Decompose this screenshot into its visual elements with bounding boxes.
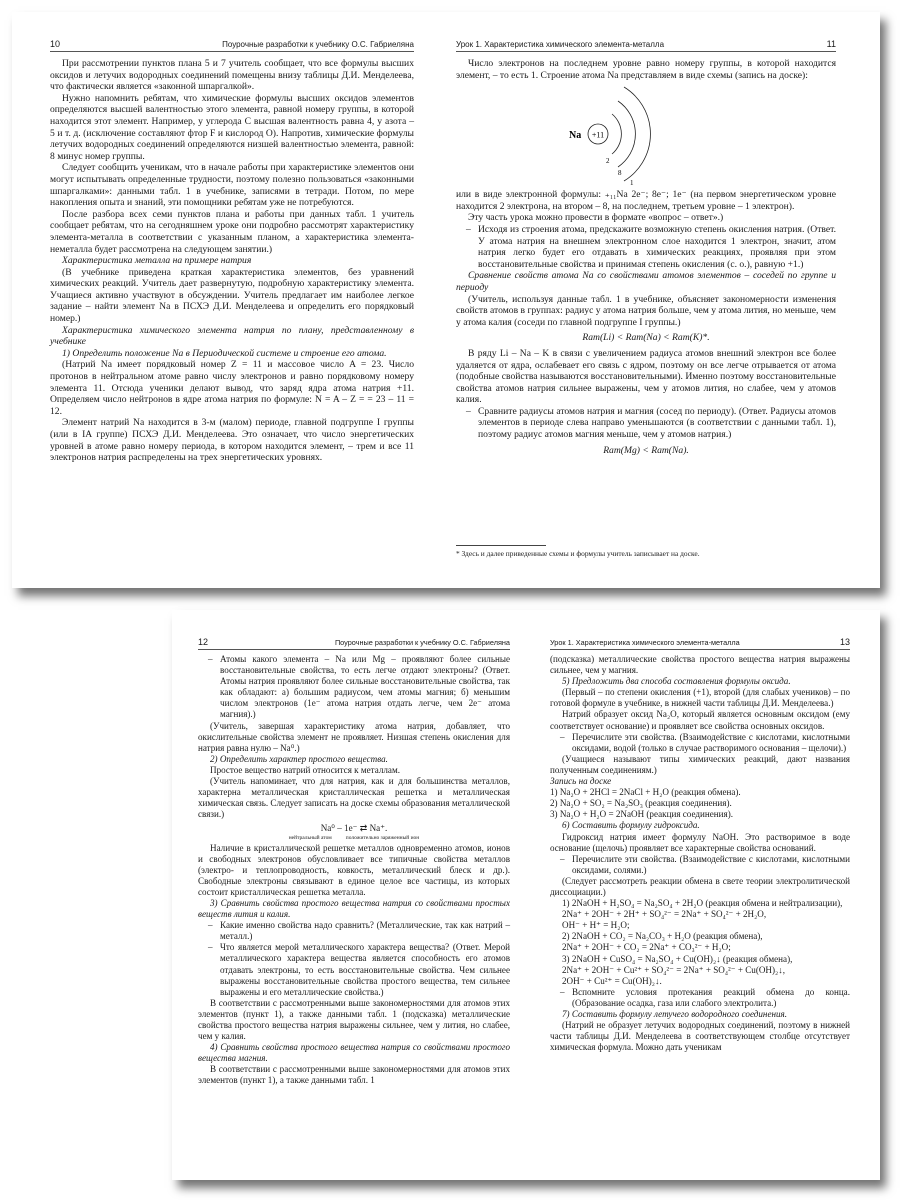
paragraph: (Учащиеся называют типы химических реакций, дают названия полученным соединениям.) — [550, 753, 850, 775]
running-header — [198, 637, 510, 650]
question-item: – Атомы какого элемента – Na или Mg – проявляют более сильные восстановительные свойства, то есть легче отдают электроны? (Ответ. Атомы натрия проявляют более сильные восстановительные свойства, так как обладают: а) большим радиусом, чем атомы магния; б) меньшим числом электронов (1e⁻ атома натрия отдать легче, чем 2e⁻ атома магния).) — [198, 654, 510, 721]
paragraph: (Натрий Na имеет порядковый номер Z = 11 и массовое число A = 23. Число протонов в нейтральном атоме равно числу электронов и равно порядковому номеру элемента 11. Отсюда ученики делают вывод, что заряд ядра атома натрия +11. Определяем число нейтронов в ядре атома натрия по формуле: N = A – Z = = 23 – 11 = 12. — [50, 359, 414, 417]
reaction: 3) Na₂O + H₂O = 2NaOH (реакция соединения). — [550, 809, 733, 820]
ionization-equation: Na⁰ – 1e⁻ ⇄ Na⁺. — [320, 823, 388, 834]
atom-structure-diagram — [456, 81, 836, 189]
paragraph: Наличие в кристаллической решетке металлов одновременно атомов, ионов и свободных электронов обусловливает все типичные свойства металлов (электро- и теплопроводность, ковкость, металлический блеск и др.). Свободные электроны связывают в единое целое все частицы, из которых состоит кристаллическая решетка металла. — [198, 842, 510, 897]
reaction: 2Na⁺ + 2OH⁻ + Cu²⁺ + SO₄²⁻ = 2Na⁺ + SO₄²⁻ + Cu(OH)₂↓, — [562, 964, 786, 975]
shell-electron-count: 1 — [630, 179, 634, 188]
plan-step: 4) Сравнить свойства простого вещества натрия со свойствами простого вещества магния. — [198, 1042, 510, 1064]
paragraph: Натрий образует оксид Na₂O, который является основным оксидом (ему соответствует основание) и проявляет все свойства основных оксидов. — [550, 709, 850, 731]
question-item: – Какие именно свойства надо сравнить? (Металлические, так как натрий – металл.) — [198, 920, 510, 942]
page-12 — [198, 610, 510, 1180]
atom-symbol: Na — [569, 130, 582, 142]
paragraph: Число электронов на последнем уровне равно номеру группы, в которой находится элемент, – то есть 1. Строение атома Na представляем в виде схемы (запись на доске): — [456, 58, 836, 81]
shell-arc — [618, 101, 635, 167]
paragraph: Эту часть урока можно провести в формате «вопрос – ответ».) — [468, 212, 724, 224]
paragraph: (Следует рассмотреть реакции обмена в свете теории электролитической диссоциации.) — [550, 875, 850, 897]
book-spread-top — [12, 12, 880, 588]
equation-labels — [198, 835, 510, 841]
plan-step: 7) Составить формулу летучего водородного соединения. — [562, 1009, 788, 1019]
page-body — [550, 654, 850, 1053]
atom-shells-svg — [566, 81, 726, 189]
question-item: – Исходя из строения атома, предскажите возможную степень окисления натрия. (Ответ. У атома натрия на внешнем электронном слое находится 1 электрон, значит, атом натрия легко будет его отдавать в химических реакциях, проявляя при этом восстановительные свойства и принимая степень окисления (с. о.), равную +1.) — [456, 224, 836, 270]
plan-step: 3) Сравнить свойства простого вещества натрия со свойствами простых веществ лития и калия. — [198, 897, 510, 920]
paragraph: (Учитель напоминает, что для натрия, как и для большинства металлов, характерна металлическая кристаллическая решетка и металлическая химическая связь. Следует записать на доске схемы образования металлической связи.) — [198, 776, 510, 820]
shell-electron-count: 8 — [618, 169, 622, 178]
plan-step: 2) Определить характер простого вещества. — [210, 753, 388, 764]
plan-step: 5) Предложить два способа составления формулы оксида. — [562, 676, 791, 687]
book-spread-bottom — [172, 610, 880, 1180]
paragraph: Элемент натрий Na находится в 3-м (малом) периоде, главной подгруппе I группы (или в IA группе) ПСХЭ Д.И. Менделеева. Это означает, что число энергетических уровней в атоме равно номеру периода, в котором находится элемент, – трем и все 11 электронов натрия распределены на трех энергетических уровнях. — [50, 417, 414, 464]
reaction: 2OH⁻ + Cu²⁺ = Cu(OH)₂↓. — [562, 975, 662, 986]
paragraph: Следует сообщить ученикам, что в начале работы при характеристике элементов они могут испытывать определенные трудности, поэтому полезно пользоваться «законными шпаргалками»: данными табл. 1 в учебнике, записями в тетради. Потом, по мере накопления опыта и знаний, эти помощники ребятам уже не потребуются. — [50, 162, 414, 209]
page-body — [50, 58, 414, 464]
section-heading: Запись на доске — [550, 776, 612, 787]
reaction: 2Na⁺ + 2OH⁻ + CO₂ = 2Na⁺ + CO₃²⁻ + H₂O; — [562, 942, 731, 953]
section-heading: Характеристика химического элемента натрия по плану, представленному в учебнике — [50, 324, 414, 348]
paragraph: (В учебнике приведена краткая характеристика элементов, без уравнений химических реакций. Учитель дает развернутую, подробную характеристику элемента. Учащиеся активно участвуют в обсуждении. Учитель предлагает им наиболее легкое задание – найти элемент Na в ПСХЭ Д.И. Менделеева и определить его порядковый номер.) — [50, 266, 414, 325]
running-header — [550, 637, 850, 650]
label-neutral-atom: нейтральный атом — [288, 834, 332, 841]
shell-electron-count: 2 — [606, 157, 610, 166]
label-positive-ion: положительно заряженный ион — [345, 834, 420, 841]
header-title: Урок 1. Характеристика химического элемента-металла — [456, 40, 665, 49]
paragraph: В соответствии с рассмотренными выше закономерностями для атомов этих элементов (пункт 1), а также данными табл. 1 (подсказка) металлические свойства простого вещества натрия выражены сильнее, чем у лития, но слабее, чем у калия. — [198, 997, 510, 1042]
section-heading: Сравнение свойств атома Na со свойствами атомов элементов – соседей по группе и периоду — [456, 270, 836, 293]
question-item: – Перечислите эти свойства. (Взаимодействие с кислотами, кислотными оксидами, солями.) — [550, 854, 850, 876]
plan-step: 6) Составить формулу гидроксида. — [562, 820, 700, 831]
paragraph: (Учитель, используя данные табл. 1 в учебнике, объясняет закономерности изменения свойств атомов в группах: радиус у атома натрия больше, чем у атома лития, но меньше, чем у атома калия (соседи по главной подгруппе I группы.) — [456, 293, 836, 328]
reaction: 3) 2NaOH + CuSO₄ = Na₂SO₄ + Cu(OH)₂↓ (реакция обмена), — [562, 953, 793, 964]
paragraph: Простое вещество натрий относится к металлам. — [210, 764, 401, 775]
paragraph: (подсказка) металлические свойства простого вещества натрия выражены сильнее, чем у магния. — [550, 654, 850, 676]
reaction: 2) 2NaOH + CO₂ = Na₂CO₃ + H₂O (реакция обмена), — [562, 931, 763, 942]
header-title: Поурочные разработки к учебнику О.С. Габриеляна — [334, 638, 510, 647]
page-number: 11 — [826, 39, 836, 49]
paragraph: При рассмотрении пунктов плана 5 и 7 учитель сообщает, что все формулы высших оксидов и летучих водородных соединений помещены внизу таблицы Д.И. Менделеева, что фактически является «законной шпаргалкой». — [50, 58, 414, 93]
page-body — [198, 654, 510, 1087]
paragraph: В ряду Li – Na – K в связи с увеличением радиуса атомов внешний электрон все более удаляется от ядра, ослабевает его связь с ядром, поэтому он все легче отрывается от атома (подобные свойства называются восстановительными). Именно поэтому восстановительные свойства атомов натрия сильнее выражены, чем у атомов лития, но слабее, чем у атомов калия. — [456, 347, 836, 406]
question-item: – Сравните радиусы атомов натрия и магния (сосед по периоду). (Ответ. Радиусы атомов элементов в периоде слева направо уменьшаются (в соответствии с данными табл. 1), поэтому радиус атомов магния меньше, чем у атомов натрия.) — [456, 406, 836, 441]
page-number: 10 — [50, 39, 61, 49]
running-header — [456, 39, 836, 52]
formula: Rат(Li) < Rат(Na) < Rат(K)*. — [582, 332, 710, 344]
header-title: Поурочные разработки к учебнику О.С. Габриеляна — [222, 40, 414, 49]
page-10 — [50, 12, 414, 588]
section-heading: Характеристика металла на примере натрия — [62, 255, 252, 267]
shell-arc — [612, 114, 621, 154]
page-number: 13 — [839, 637, 850, 647]
paragraph: (Учитель, завершая характеристику атома натрия, добавляет, что окислительные свойства элемент не проявляет. Низшая степень окисления для натрия равна нулю – Na⁰.) — [198, 720, 510, 753]
plan-step: 1) Определить положение Na в Периодической системе и строение его атома. — [62, 347, 387, 359]
reaction: OH⁻ + H⁺ = H₂O; — [562, 920, 630, 931]
page-11 — [456, 12, 836, 588]
paragraph: В соответствии с рассмотренными выше закономерностями для атомов этих элементов (пункт 1), а также данными табл. 1 — [198, 1064, 510, 1086]
page-number: 12 — [198, 637, 209, 647]
paragraph: или в виде электронной формулы: ₊₁₁Na 2e⁻; 8e⁻; 1e⁻ (на первом энергетическом уровне находится 2 электрона, на втором – 8, на последнем, третьем уровне – 1 электрон). — [456, 189, 836, 212]
paragraph: Нужно напомнить ребятам, что химические формулы высших оксидов элементов определяются высшей валентностью этого элемента, равной номеру группы, в которой находится этот элемент. Например, у углерода С высшая валентность равна 4, у азота – 5 и т. д. (исключение составляют фтор F и кислород O). Напротив, химические формулы летучих водородных соединений определяются низшей валентностью элемента, равной: 8 минус номер группы. — [50, 92, 414, 162]
reaction: 1) 2NaOH + H₂SO₄ = Na₂SO₄ + 2H₂O (реакция обмена и нейтрализации), — [562, 898, 843, 909]
question-item: – Что является мерой металлического характера вещества? (Ответ. Мерой металлического характера вещества является способность его атомов отдавать электроны, то есть восстановительные свойства. Чем сильнее выражены восстановительные свойства простого вещества, тем сильнее выражены и его металлические свойства.) — [198, 942, 510, 997]
running-header — [50, 39, 414, 52]
reaction: 2Na⁺ + 2OH⁻ + 2H⁺ + SO₄²⁻ = 2Na⁺ + SO₄²⁻ + 2H₂O, — [562, 909, 767, 920]
paragraph: После разбора всех семи пунктов плана и работы при данных табл. 1 учитель сообщает ребятам, что на сегодняшнем уроке они подробно рассмотрят характеристику элемента-металла в соответствии с указанным планом, а характеристика элемента-неметалла будет рассмотрена на следующем занятии.) — [50, 208, 414, 255]
question-item: – Перечислите эти свойства. (Взаимодействие с кислотами, кислотными оксидами, водой (только в случае растворимого основания – щелочи).) — [550, 732, 850, 754]
shell-arc — [624, 87, 650, 181]
reaction: 1) Na₂O + 2HCl = 2NaCl + H₂O (реакция обмена). — [550, 787, 741, 798]
footnote: * Здесь и далее приведенные схемы и формулы учитель записывает на доске. — [456, 545, 836, 558]
paragraph: (Натрий не образует летучих водородных соединений, поэтому в нижней части таблицы Д.И. Менделеева в соответствующем столбце отсутствует химическая формула. Можно дать ученикам — [550, 1020, 850, 1053]
formula: Rат(Mg) < Rат(Na). — [603, 444, 689, 456]
page-13 — [550, 610, 850, 1180]
page-body — [456, 58, 836, 460]
header-title: Урок 1. Характеристика химического элемента-металла — [550, 638, 740, 647]
reaction: 2) Na₂O + SO₂ = Na₂SO₃ (реакция соединения). — [550, 798, 732, 809]
paragraph: (Первый – по степени окисления (+1), второй (для слабых учеников) – по готовой формуле в учебнике, в нижней части таблицы Д.И. Менделеева.) — [550, 687, 850, 709]
question-item: – Вспомните условия протекания реакций обмена до конца. (Образование осадка, газа или слабого электролита.) — [550, 987, 850, 1009]
nucleus-charge: +11 — [591, 130, 605, 140]
ionization-scheme — [198, 823, 510, 840]
paragraph: Гидроксид натрия имеет формулу NaOH. Это растворимое в воде основание (щелочь) проявляет все характерные свойства оснований. — [550, 831, 850, 853]
